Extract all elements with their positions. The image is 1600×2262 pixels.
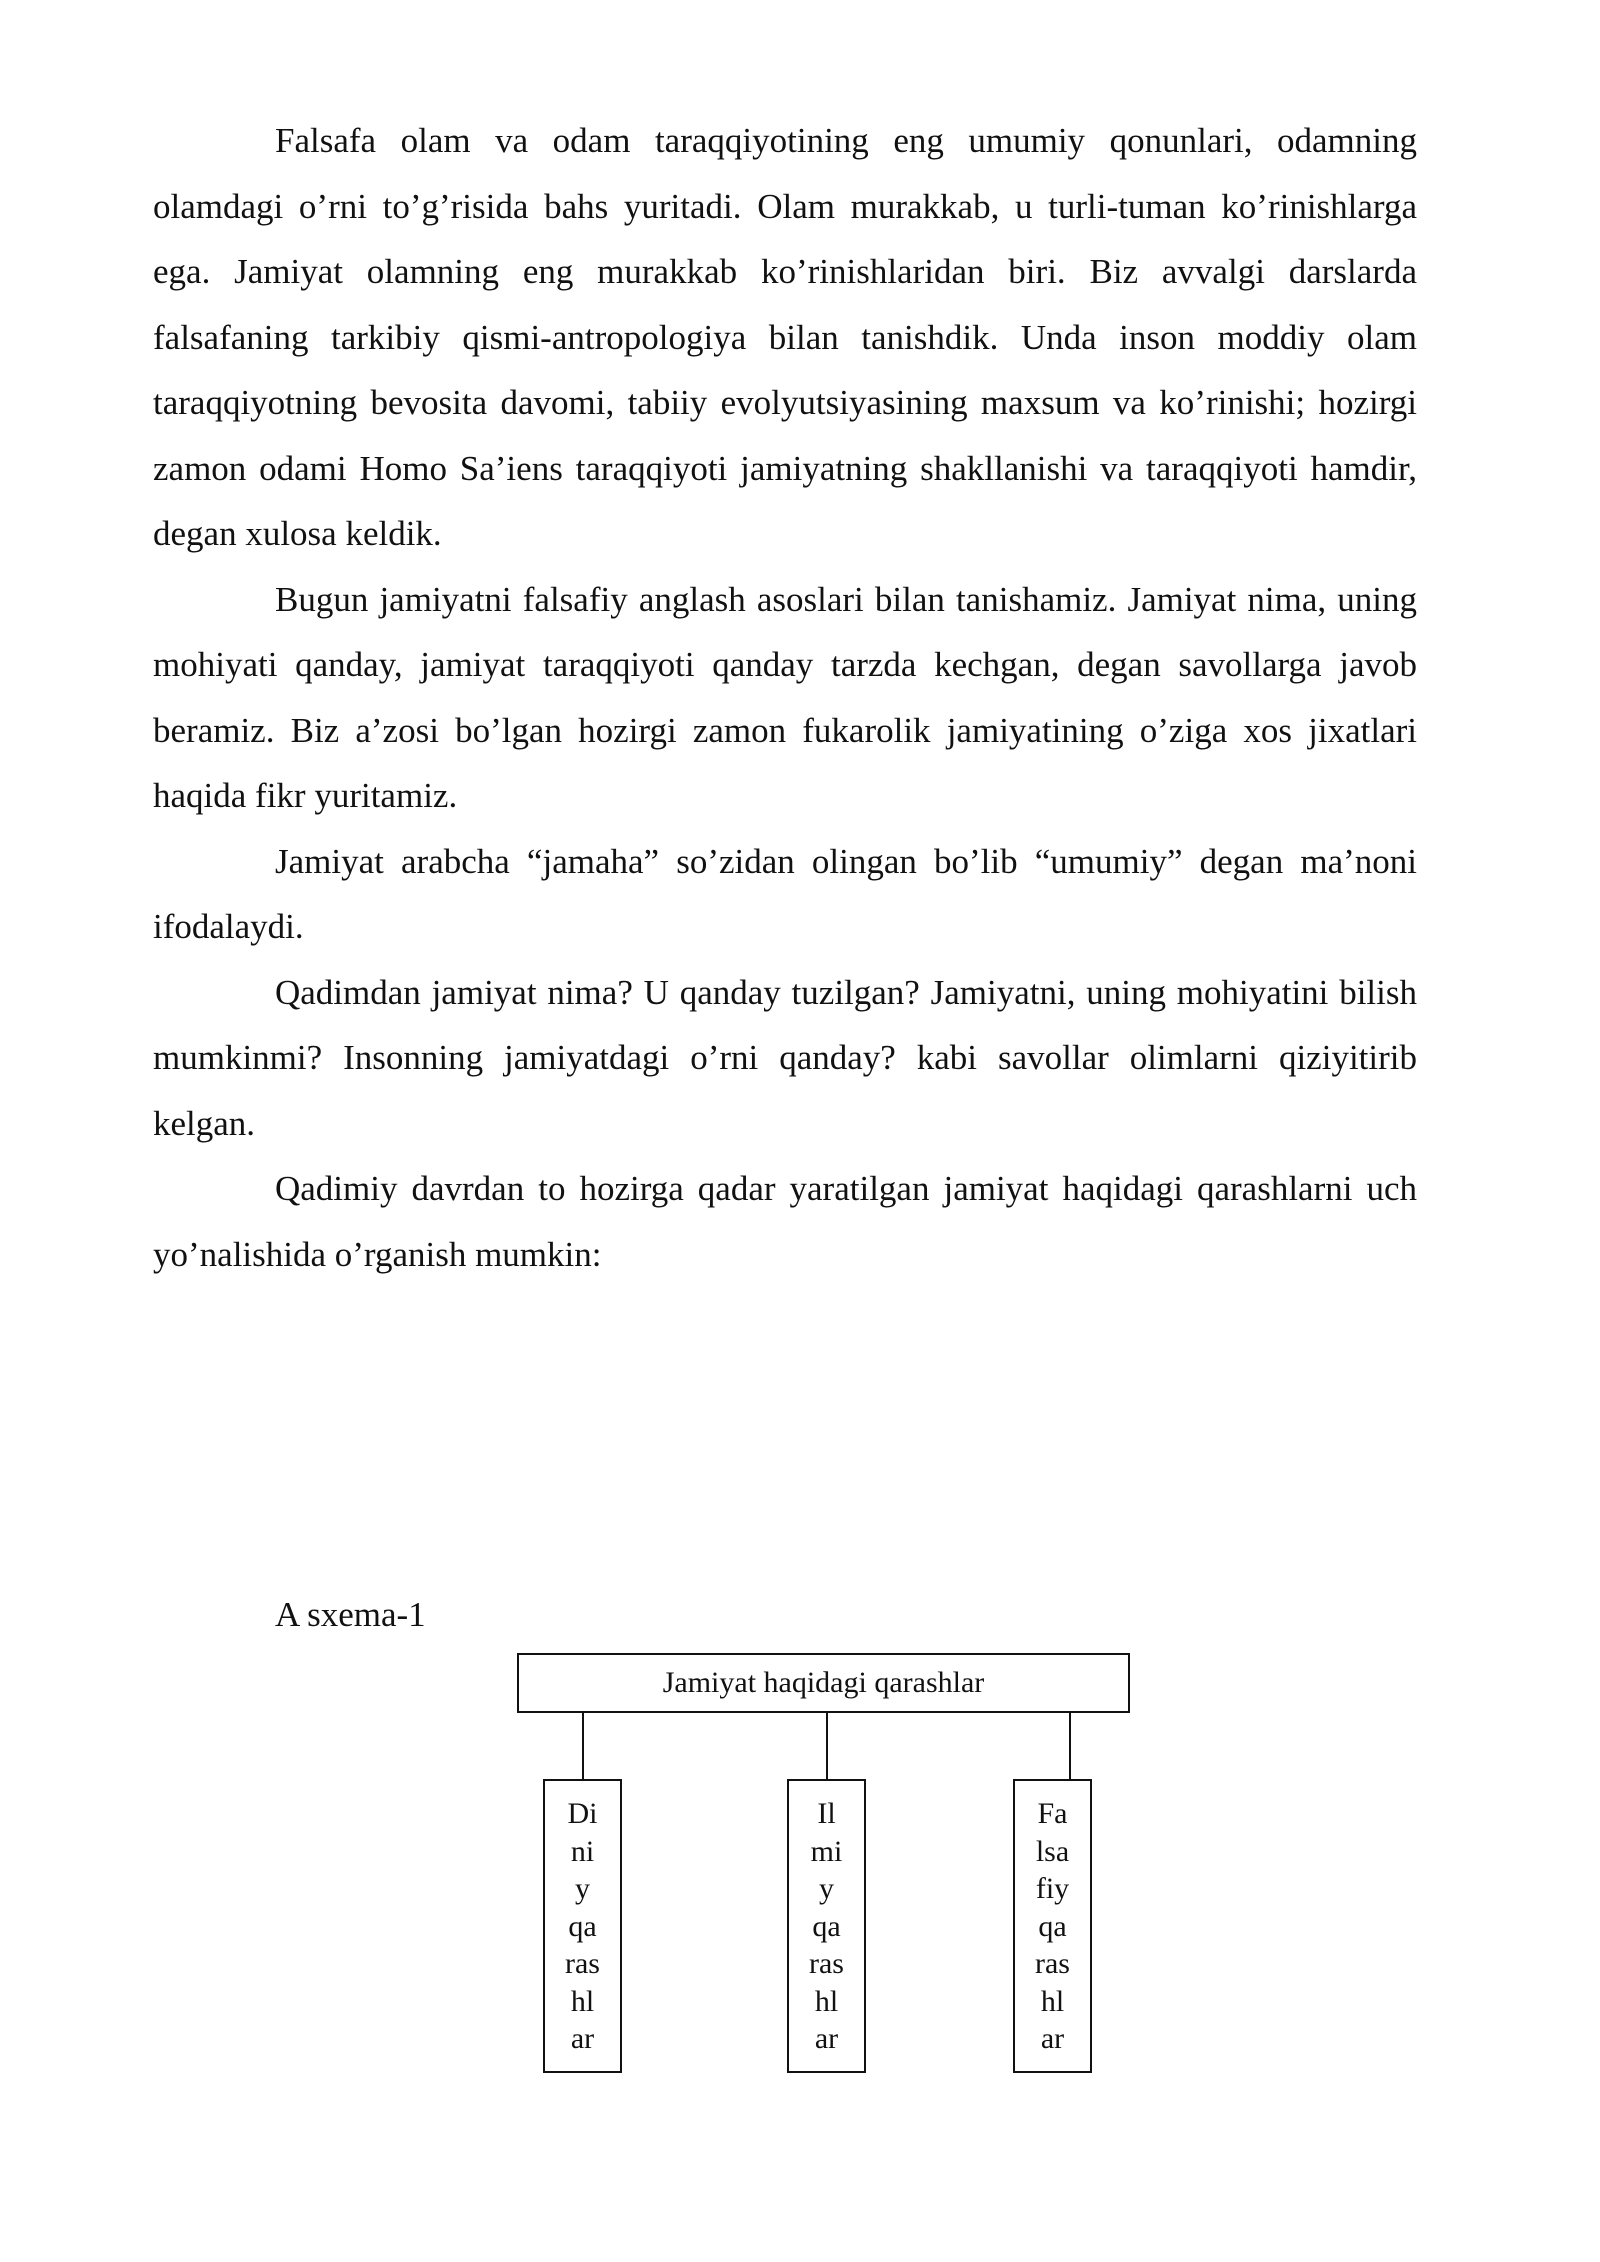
box-text-line: mi	[810, 1834, 843, 1868]
box-text-line: Fa	[1037, 1797, 1068, 1830]
box-text-line: ras	[565, 1947, 600, 1980]
schema-child-box-philosophical	[1013, 1779, 1092, 2073]
box-text-line: Il	[817, 1797, 836, 1830]
box-text-line: ar	[814, 2022, 839, 2055]
box-text-line: qa	[568, 1909, 597, 1943]
schema-caption: A sxema-1	[275, 1595, 426, 1634]
box-text-line: Di	[567, 1797, 598, 1830]
box-text-line: ras	[809, 1947, 844, 1980]
box-text-line: lsa	[1035, 1834, 1070, 1868]
paragraph-4: Qadimdan jamiyat nima? U qanday tuzilgan? Jamiyatni, uning mohiyatini bilish mumkinmi? Insonning jamiyatdagi o’rni qanday? kabi savollar olimlarni qiziyitirib kelgan.	[153, 972, 1417, 1143]
connector-center	[826, 1713, 828, 1779]
box-text-line: ni	[570, 1834, 595, 1868]
box-text-line: ar	[1040, 2022, 1065, 2055]
paragraph-3: Jamiyat arabcha “jamaha” so’zidan olingan bo’lib “umumiy” degan ma’noni ifodalaydi.	[153, 841, 1417, 946]
paragraph-1: Falsafa olam va odam taraqqiyotining eng umumiy qonunlari, odamning olamdagi o’rni to’g’risida bahs yuritadi. Olam murakkab, u turli-tuman ko’rinishlarga ega. Jamiyat olamning eng murakkab ko’rinishlaridan biri. Biz avvalgi darslarda falsafaning tarkibiy qismi-antropologiya bilan tanishdik. Unda inson moddiy olam taraqqiyotning bevosita davomi, tabiiy evolyutsiyasining maxsum va ko’rinishi; hozirgi zamon odami Homo Sa’iens taraqqiyoti jamiyatning shakllanishi va taraqqiyoti hamdir, degan xulosa keldik.	[153, 121, 1417, 553]
schema-child-box-religious	[543, 1779, 622, 2073]
box-text-line: ras	[1035, 1947, 1070, 1980]
box-text-line: y	[575, 1872, 590, 1905]
box-text-line: hl	[814, 1984, 839, 2018]
box-text-line: hl	[1040, 1984, 1065, 2018]
paragraph-2: Bugun jamiyatni falsafiy anglash asoslari bilan tanishamiz. Jamiyat nima, uning mohiyati qanday, jamiyat taraqqiyoti qanday tarzda kechgan, degan savollarga javob beramiz. Biz a’zosi bo’lgan hozirgi zamon fukarolik jamiyatining o’ziga xos jixatlari haqida fikr yuritamiz.	[153, 579, 1417, 815]
schema-root-box: Jamiyat haqidagi qarashlar	[517, 1653, 1130, 1713]
box-text-line: fiy	[1035, 1872, 1070, 1905]
paragraph-5: Qadimiy davrdan to hozirga qadar yaratilgan jamiyat haqidagi qarashlarni uch yo’nalishida o’rganish mumkin:	[153, 1169, 1417, 1274]
box-text-line: ar	[570, 2022, 595, 2055]
connector-right	[1069, 1713, 1071, 1779]
box-text-line: hl	[570, 1984, 595, 2018]
connector-left	[582, 1713, 584, 1779]
box-text-line: y	[819, 1872, 834, 1905]
schema-child-box-scientific	[787, 1779, 866, 2073]
body-text	[153, 108, 1417, 1287]
box-text-line: qa	[812, 1909, 841, 1943]
box-text-line: qa	[1038, 1909, 1067, 1943]
